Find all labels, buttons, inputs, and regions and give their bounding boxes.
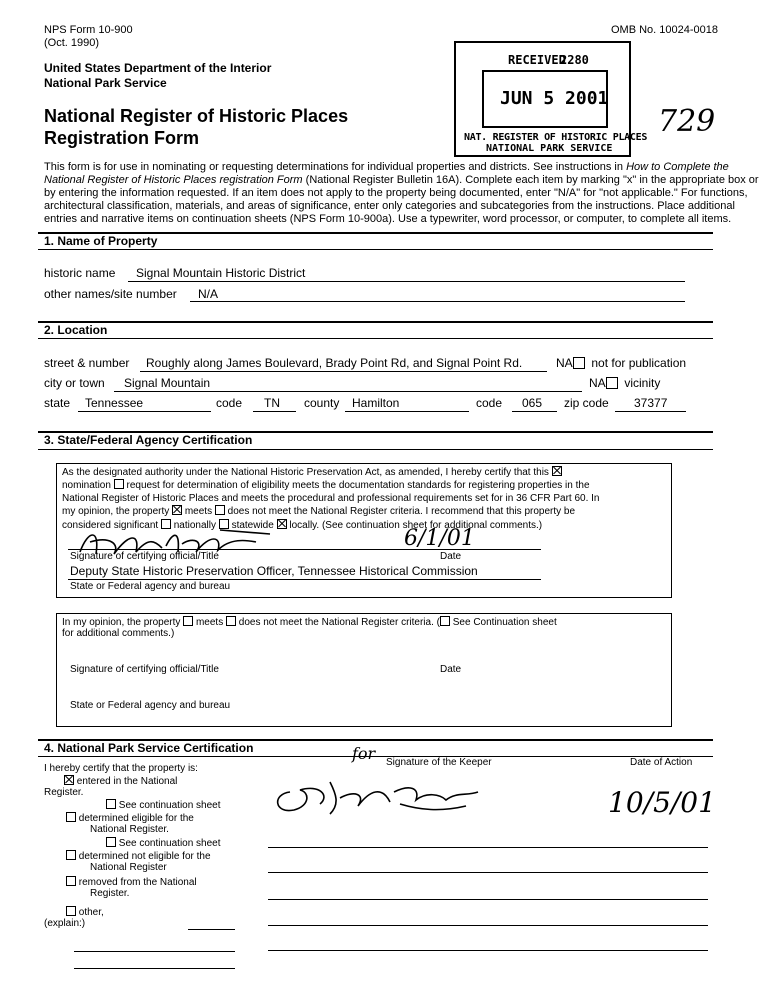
page-title: National Register of Historic Places [44,106,349,126]
b2-date-label: Date [440,664,462,675]
not-for-publication-checkbox[interactable] [573,357,585,369]
nomination-checkbox[interactable] [552,466,562,476]
removed-checkbox[interactable] [66,876,76,886]
official-title-line [68,579,541,580]
continuation-2-checkbox[interactable] [106,837,116,847]
keeper-line-4 [268,925,708,926]
continuation-2: See continuation sheet [106,837,221,849]
state-label: state [44,396,71,410]
does-not-meet-checkbox[interactable] [215,505,225,515]
county-label: county [304,396,340,410]
b2-agency-label: State or Federal agency and bureau [70,700,231,711]
county-code-field[interactable]: 065 [522,396,543,410]
section4-heading-rule [38,756,713,757]
street-label: street & number [44,356,130,370]
city-field[interactable]: Signal Mountain [124,376,211,390]
entered-checkbox[interactable] [64,775,74,785]
continuation-1: See continuation sheet [106,799,221,811]
meets-checkbox[interactable] [172,505,182,515]
zip-line [615,411,686,412]
stamp-date-frame [482,70,608,128]
form-number: NPS Form 10-900 [44,24,133,36]
option-eligible-line2: National Register. [90,824,169,835]
eligibility-request-checkbox[interactable] [114,479,124,489]
option-entered-line2: Register. [44,787,84,798]
keeper-signature [270,774,490,820]
section3-heading: 3. State/Federal Agency Certification [44,433,253,447]
option-removed: removed from the National [66,876,197,888]
historic-name-field[interactable]: Signal Mountain Historic District [136,266,306,280]
stamp-received: RECEIVED [508,53,566,67]
explain-line-3 [74,968,235,969]
other-names-line [190,301,685,302]
option-not-eligible-line2: National Register [90,862,167,873]
b2-signature-label: Signature of certifying official/Title [70,664,219,675]
zip-label: zip code [564,396,609,410]
official-title-field: Deputy State Historic Preservation Officer, Tennessee Historical Commission [70,564,478,578]
not-eligible-checkbox[interactable] [66,850,76,860]
omb-number: OMB No. 10024-0018 [611,24,719,36]
option-eligible: determined eligible for the [66,812,194,824]
service-name: National Park Service [44,76,167,90]
explain-line-1 [188,929,235,930]
section2-top-rule [38,321,713,323]
other-names-field[interactable]: N/A [198,287,219,301]
for-note: for [352,744,376,763]
other-checkbox[interactable] [66,906,76,916]
section2-heading-rule [38,338,713,339]
action-date-field: 10/5/01 [608,786,716,819]
instructions: This form is for use in nominating or requesting determinations for individual properties and districts. See instructions in How to Complete the National Register of Historic Places registration Form (National Register Bulletin 16A). Complete each item by marking "x" in the appropriate box or by entering the information requested. If an item does not apply to the property being documented, enter "N/A" for "not applicable." For functions, architectural classification, materials, and areas of significance, enter only categories and subcategories from the instructions. Place additional entries and narrative items on continuation sheets (NPS Form 10-900a). Use a typewriter, word processor, or computer, to complete all items. [44,161,759,225]
not-for-publication-option: NA not for publication [556,356,687,370]
agency-label: State or Federal agency and bureau [70,581,231,592]
b2-meets-checkbox[interactable] [183,616,193,626]
city-line [114,391,582,392]
keeper-label: Signature of the Keeper [386,757,492,768]
action-date-label: Date of Action [630,757,693,768]
section2-heading: 2. Location [44,323,108,337]
county-line [345,411,469,412]
keeper-line-3 [268,899,708,900]
stamp-date: JUN 5 2001 [500,88,609,109]
keeper-line-2 [268,872,708,873]
certifying-date-field: 6/1/01 [404,526,475,551]
state-code-line [253,411,296,412]
handwritten-number: 729 [658,104,716,139]
stamp-received-number: 2280 [560,53,589,67]
section3-heading-rule [38,449,713,450]
certification-statement: As the designated authority under the National Historic Preservation Act, as amended, I hereby certify that this nomination request for determination of eligibility meets the documentation standards for registering properties in the National Register of Historic Places and meets the procedural and professional requirements set for in 36 CFR Part 60. In my opinion, the property meets does not meet the National Register criteria. I recommend that this property be considered significant nationally statewide locally. (See continuation sheet for additional comments.) [62,467,600,531]
b2-does-not-meet-checkbox[interactable] [226,616,236,626]
commenting-statement-2: for additional comments.) [62,628,175,639]
state-field[interactable]: Tennessee [85,396,144,410]
vicinity-option: NA vicinity [589,376,661,390]
county-field[interactable]: Hamilton [352,396,400,410]
keeper-line-1 [268,847,708,848]
eligible-checkbox[interactable] [66,812,76,822]
option-not-eligible: determined not eligible for the [66,850,211,862]
other-names-label: other names/site number [44,287,177,301]
historic-name-label: historic name [44,266,116,280]
vicinity-checkbox[interactable] [606,377,618,389]
section4-heading: 4. National Park Service Certification [44,741,254,755]
continuation-1-checkbox[interactable] [106,799,116,809]
received-stamp [454,41,648,157]
state-line [78,411,211,412]
explain-line-2 [74,951,235,952]
option-entered: entered in the National [64,775,177,787]
page-subtitle: Registration Form [44,128,200,148]
b2-continuation-checkbox[interactable] [440,616,450,626]
form-date: (Oct. 1990) [44,37,100,49]
county-code-line [512,411,557,412]
stamp-line1: NAT. REGISTER OF HISTORIC PLACES [464,132,648,143]
street-line [140,371,547,372]
keeper-line-5 [268,950,708,951]
stamp-line2: NATIONAL PARK SERVICE [486,143,613,154]
department-name: United States Department of the Interior [44,61,272,75]
option-other: other, [66,906,104,918]
certifying-signature-label: Signature of certifying official/Title [70,551,219,562]
street-field[interactable]: Roughly along James Boulevard, Brady Point Rd, and Signal Point Rd. [146,356,523,370]
commenting-statement: In my opinion, the property meets does not meet the National Register criteria. ( See Continuation sheet [62,617,557,628]
zip-field[interactable]: 37377 [634,396,668,410]
state-code-label: code [216,396,243,410]
section1-heading: 1. Name of Property [44,234,158,248]
city-label: city or town [44,376,105,390]
historic-name-line [128,281,685,282]
option-removed-line2: Register. [90,888,130,899]
explain-label: (explain:) [44,918,86,929]
section1-heading-rule [38,249,713,250]
state-code-field[interactable]: TN [264,396,280,410]
certifying-date-label: Date [440,551,462,562]
certify-label: I hereby certify that the property is: [44,763,198,774]
county-code-label: code [476,396,503,410]
